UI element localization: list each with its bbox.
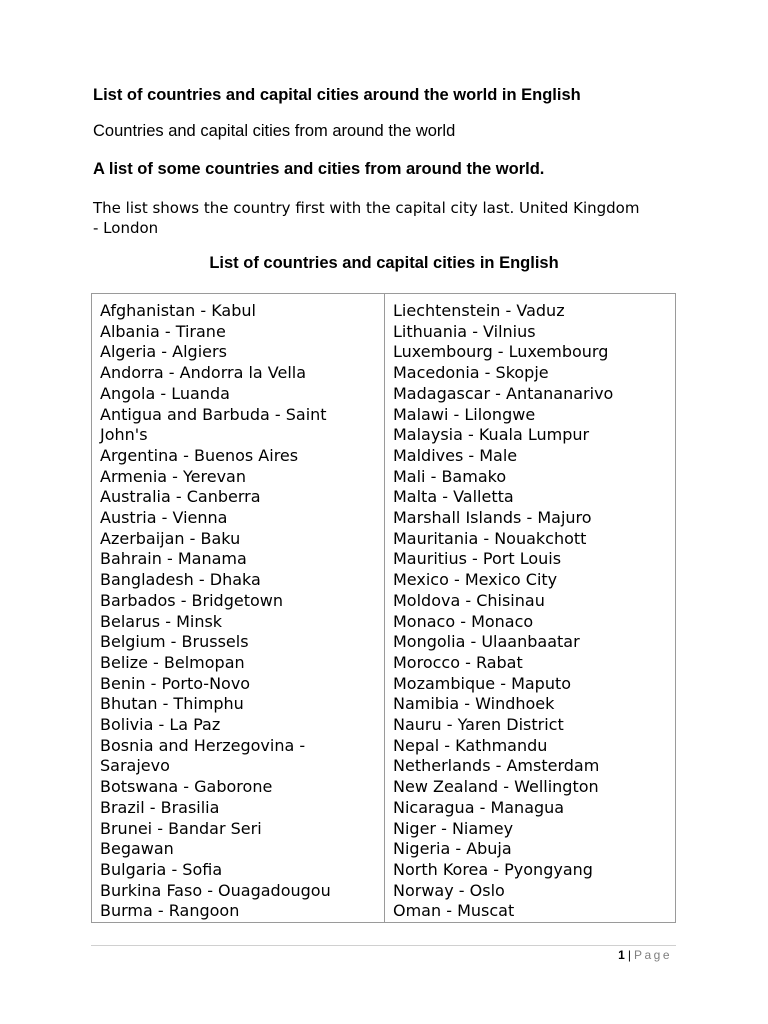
country-capital-entry: Niger - Niamey bbox=[393, 818, 514, 838]
country-capital-entry: New Zealand - Wellington bbox=[393, 777, 599, 797]
country-capital-entry: Morocco - Rabat bbox=[393, 652, 523, 672]
country-capital-entry: Austria - Vienna bbox=[100, 508, 228, 528]
country-capital-entry: Mali - Bamako bbox=[393, 466, 507, 486]
left-column-list bbox=[100, 301, 331, 922]
country-capital-entry: Oman - Muscat bbox=[393, 901, 515, 921]
section-heading: A list of some countries and cities from around the world. bbox=[93, 160, 545, 178]
country-capital-entry: Benin - Porto-Novo bbox=[100, 673, 251, 693]
country-capital-entry: Mongolia - Ulaanbaatar bbox=[393, 632, 580, 652]
country-capital-entry: Nepal - Kathmandu bbox=[393, 735, 548, 755]
country-capital-entry: Nigeria - Abuja bbox=[393, 839, 512, 859]
country-capital-entry: Bhutan - Thimphu bbox=[100, 694, 244, 714]
country-capital-entry: Albania - Tirane bbox=[100, 321, 226, 341]
country-capital-entry: Bahrain - Manama bbox=[100, 549, 247, 569]
country-capital-entry: Monaco - Monaco bbox=[393, 611, 534, 631]
country-capital-entry: Brunei - Bandar Seri bbox=[100, 818, 262, 838]
country-capital-entry: Luxembourg - Luxembourg bbox=[393, 342, 609, 362]
country-capital-entry: Bulgaria - Sofia bbox=[100, 859, 223, 879]
country-capital-entry: Macedonia - Skopje bbox=[393, 363, 549, 383]
country-capital-entry: Moldova - Chisinau bbox=[393, 590, 545, 610]
country-capital-entry: Armenia - Yerevan bbox=[100, 466, 246, 486]
country-capital-entry: Azerbaijan - Baku bbox=[100, 528, 241, 548]
country-capital-entry: Mozambique - Maputo bbox=[393, 673, 572, 693]
country-capital-entry: Burma - Rangoon bbox=[100, 901, 240, 921]
country-capital-entry: Botswana - Gaborone bbox=[100, 777, 273, 797]
country-capital-entry: Liechtenstein - Vaduz bbox=[393, 301, 565, 320]
country-capital-entry: Netherlands - Amsterdam bbox=[393, 756, 600, 776]
country-capital-entry: John's bbox=[100, 425, 148, 445]
country-capital-entry: Norway - Oslo bbox=[393, 880, 505, 900]
country-capital-entry: Belgium - Brussels bbox=[100, 632, 249, 652]
country-capital-entry: Maldives - Male bbox=[393, 445, 518, 465]
country-capital-entry: Bosnia and Herzegovina - bbox=[100, 735, 306, 755]
page-footer bbox=[618, 948, 672, 962]
intro-line-1: The list shows the country first with the capital city last. United Kingdom bbox=[93, 199, 640, 217]
footer-separator: | bbox=[627, 948, 631, 962]
country-capital-entry: Argentina - Buenos Aires bbox=[100, 445, 299, 465]
country-capital-entry: Madagascar - Antananarivo bbox=[393, 383, 614, 403]
document-subtitle: Countries and capital cities from around the world bbox=[93, 122, 456, 140]
country-capital-entry: Mauritius - Port Louis bbox=[393, 549, 562, 569]
country-capital-entry: Andorra - Andorra la Vella bbox=[100, 363, 307, 383]
country-capital-entry: Lithuania - Vilnius bbox=[393, 321, 536, 341]
country-capital-entry: Malaysia - Kuala Lumpur bbox=[393, 425, 590, 445]
country-capital-entry: Malta - Valletta bbox=[393, 487, 514, 507]
country-capital-entry: Afghanistan - Kabul bbox=[100, 301, 256, 320]
page-label: Page bbox=[633, 948, 672, 962]
document-title: List of countries and capital cities around the world in English bbox=[93, 86, 581, 104]
country-capital-entry: Barbados - Bridgetown bbox=[100, 590, 283, 610]
country-capital-entry: Belarus - Minsk bbox=[100, 611, 223, 631]
country-capital-entry: Begawan bbox=[100, 839, 174, 859]
footer-rule bbox=[91, 945, 676, 946]
country-capital-entry: Nauru - Yaren District bbox=[393, 715, 564, 735]
country-capital-entry: Angola - Luanda bbox=[100, 383, 230, 403]
right-column-list bbox=[393, 301, 613, 922]
page-number: 1 bbox=[618, 948, 625, 962]
country-capital-entry: Brazil - Brasilia bbox=[100, 797, 220, 817]
intro-paragraph bbox=[93, 198, 683, 238]
country-capital-entry: Sarajevo bbox=[100, 756, 170, 776]
country-capital-entry: Burkina Faso - Ouagadougou bbox=[100, 880, 331, 900]
country-capital-entry: Namibia - Windhoek bbox=[393, 694, 555, 714]
country-capital-entry: Bangladesh - Dhaka bbox=[100, 570, 261, 590]
country-capital-entry: Mauritania - Nouakchott bbox=[393, 528, 587, 548]
table-title: List of countries and capital cities in English bbox=[209, 254, 559, 272]
table-column-divider bbox=[384, 293, 385, 923]
country-capital-entry: Marshall Islands - Majuro bbox=[393, 508, 592, 528]
intro-line-2: - London bbox=[93, 219, 159, 237]
country-capital-entry: North Korea - Pyongyang bbox=[393, 859, 593, 879]
country-capital-entry: Antigua and Barbuda - Saint bbox=[100, 404, 327, 424]
country-capital-entry: Belize - Belmopan bbox=[100, 652, 245, 672]
country-capital-entry: Nicaragua - Managua bbox=[393, 797, 565, 817]
country-capital-entry: Bolivia - La Paz bbox=[100, 715, 221, 735]
country-capital-entry: Algeria - Algiers bbox=[100, 342, 227, 362]
country-capital-entry: Australia - Canberra bbox=[100, 487, 261, 507]
country-capital-entry: Mexico - Mexico City bbox=[393, 570, 558, 590]
country-capital-entry: Malawi - Lilongwe bbox=[393, 404, 536, 424]
